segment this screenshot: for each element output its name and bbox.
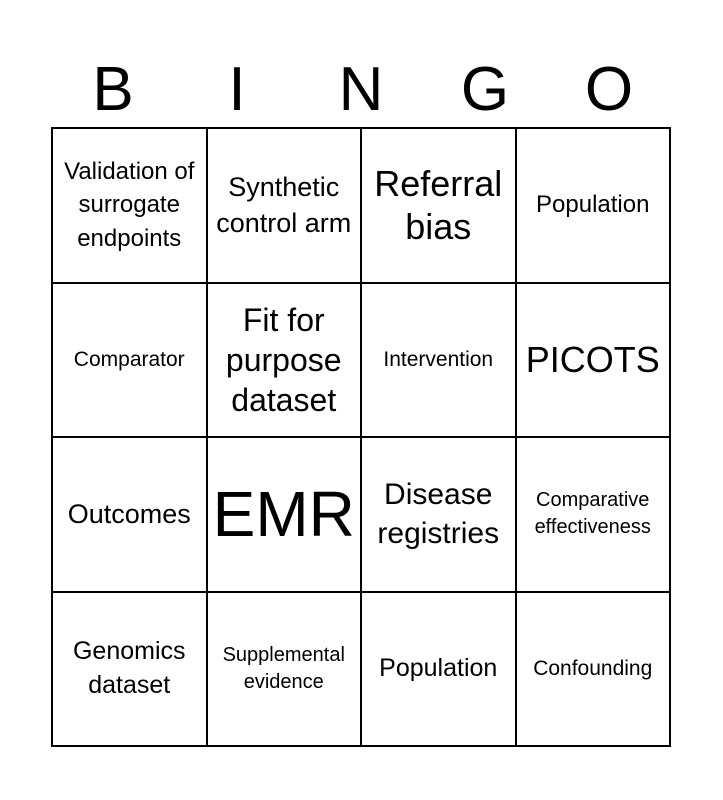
header-letter-n: N xyxy=(338,55,384,124)
bingo-cell-r3c4[interactable] xyxy=(517,438,672,593)
bingo-cell-label: Outcomes xyxy=(67,499,191,530)
bingo-cell-label: Disease registries xyxy=(377,478,500,551)
bingo-board xyxy=(51,127,671,747)
header-letter-o: O xyxy=(584,55,634,124)
bingo-cell-label: Referral bias xyxy=(374,163,503,248)
bingo-cell-r2c3[interactable] xyxy=(362,284,517,439)
bingo-cell-r3c2[interactable] xyxy=(208,438,363,593)
bingo-cell-r1c1[interactable] xyxy=(53,129,208,284)
bingo-cell-r2c4[interactable] xyxy=(517,284,672,439)
bingo-cell-r4c2[interactable] xyxy=(208,593,363,748)
header-letter-i: I xyxy=(228,55,246,124)
bingo-cell-label: Genomics dataset xyxy=(72,637,186,699)
bingo-cell-label: Supplemental evidence xyxy=(222,643,345,693)
bingo-cell-label: Comparator xyxy=(73,347,185,371)
bingo-cell-label: Comparative effectiveness xyxy=(534,489,651,539)
bingo-cell-label: Confounding xyxy=(533,656,653,680)
bingo-cell-r1c2[interactable] xyxy=(208,129,363,284)
header-letter-g: G xyxy=(460,55,510,124)
bingo-cell-r3c1[interactable] xyxy=(53,438,208,593)
bingo-cell-r3c3[interactable] xyxy=(362,438,517,593)
bingo-cell-label: Population xyxy=(379,653,498,682)
bingo-cell-r4c1[interactable] xyxy=(53,593,208,748)
bingo-cell-r2c1[interactable] xyxy=(53,284,208,439)
bingo-cell-r4c4[interactable] xyxy=(517,593,672,748)
bingo-cell-r1c3[interactable] xyxy=(362,129,517,284)
bingo-cell-label: Fit for purpose dataset xyxy=(225,301,342,418)
bingo-header xyxy=(51,56,671,124)
bingo-cell-label: EMR xyxy=(212,477,355,550)
bingo-cell-r4c3[interactable] xyxy=(362,593,517,748)
bingo-cell-label: Synthetic control arm xyxy=(216,171,352,239)
bingo-cell-r2c2[interactable] xyxy=(208,284,363,439)
bingo-cell-label: PICOTS xyxy=(525,339,660,381)
bingo-cell-r1c4[interactable] xyxy=(517,129,672,284)
header-letter-b: B xyxy=(92,55,134,124)
bingo-cell-label: Population xyxy=(536,191,650,219)
bingo-cell-label: Validation of surrogate endpoints xyxy=(64,157,195,253)
bingo-cell-label: Intervention xyxy=(383,347,494,371)
